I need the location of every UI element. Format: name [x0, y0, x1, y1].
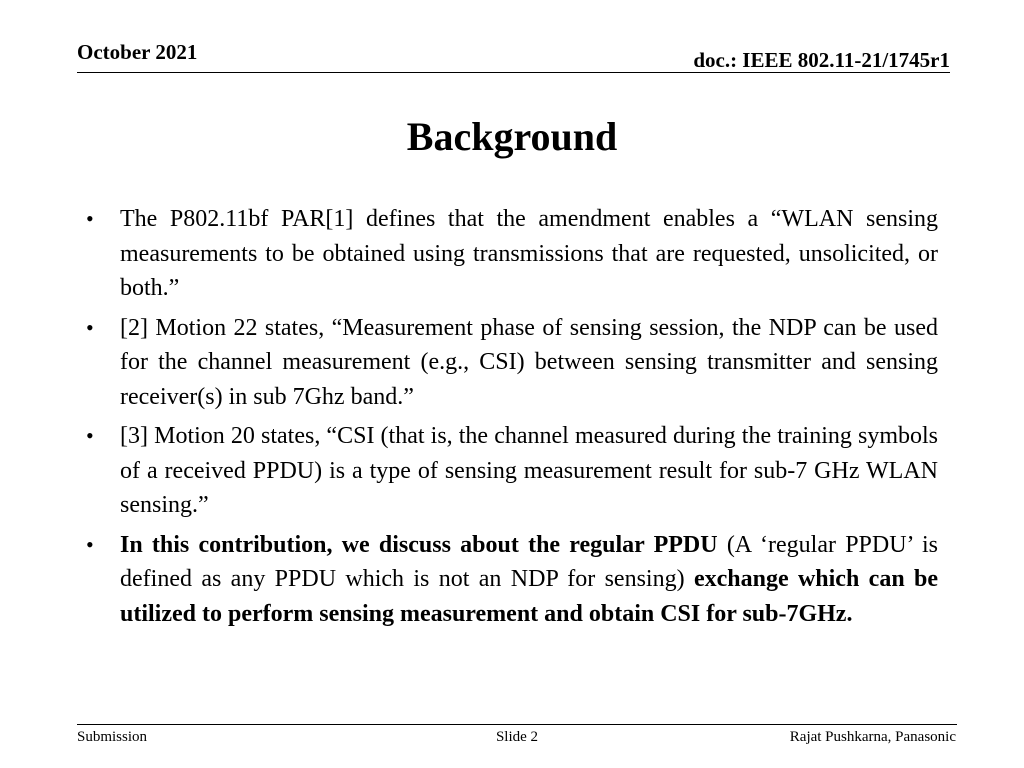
slide-title: Background: [406, 114, 618, 159]
bullet-item: [86, 419, 938, 523]
bullet-marker: •: [86, 314, 94, 340]
footer-author: Rajat Pushkarna, Panasonic: [789, 729, 956, 745]
bullet-item: [86, 202, 938, 306]
bullet-marker: •: [86, 206, 94, 231]
footer-submission: Submission: [77, 729, 148, 745]
bullet-marker: •: [86, 531, 94, 557]
footer-divider: [77, 724, 957, 725]
bullet-list: [86, 202, 938, 636]
header-doc-id: doc.: IEEE 802.11-21/1745r1: [693, 48, 950, 72]
bullet-bold-tail: exchange which can be utilized to perform sensing measurement and obtain CSI for sub-7GHz.: [120, 566, 939, 627]
bullet-text: The P802.11bf PAR[1] defines that the amendment enables a “WLAN sensing measurements to be obtained using transmissions that are requested, unsolicited, or both.”: [120, 206, 938, 301]
header-divider: [77, 72, 950, 73]
bullet-definition-text: (A ‘regular PPDU’ is defined as any PPDU which is not an NDP for sensing): [120, 531, 938, 592]
bullet-bold-lead: In this contribution, we discuss about the regular PPDU: [120, 531, 718, 558]
bullet-item: [86, 311, 938, 415]
footer-slide-number: Slide 2: [495, 729, 539, 745]
bullet-text: [2] Motion 22 states, “Measurement phase of sensing session, the NDP can be used for the channel measurement (e.g., CSI) between sensing transmitter and sensing receiver(s) in sub 7Ghz band.”: [120, 314, 938, 410]
bullet-item: [86, 528, 938, 632]
bullet-marker: •: [86, 423, 94, 448]
header-date: October 2021: [77, 40, 198, 64]
bullet-text: [3] Motion 20 states, “CSI (that is, the channel measured during the training symbols of a received PPDU) is a type of sensing measurement result for sub-7 GHz WLAN sensing.”: [120, 423, 938, 518]
